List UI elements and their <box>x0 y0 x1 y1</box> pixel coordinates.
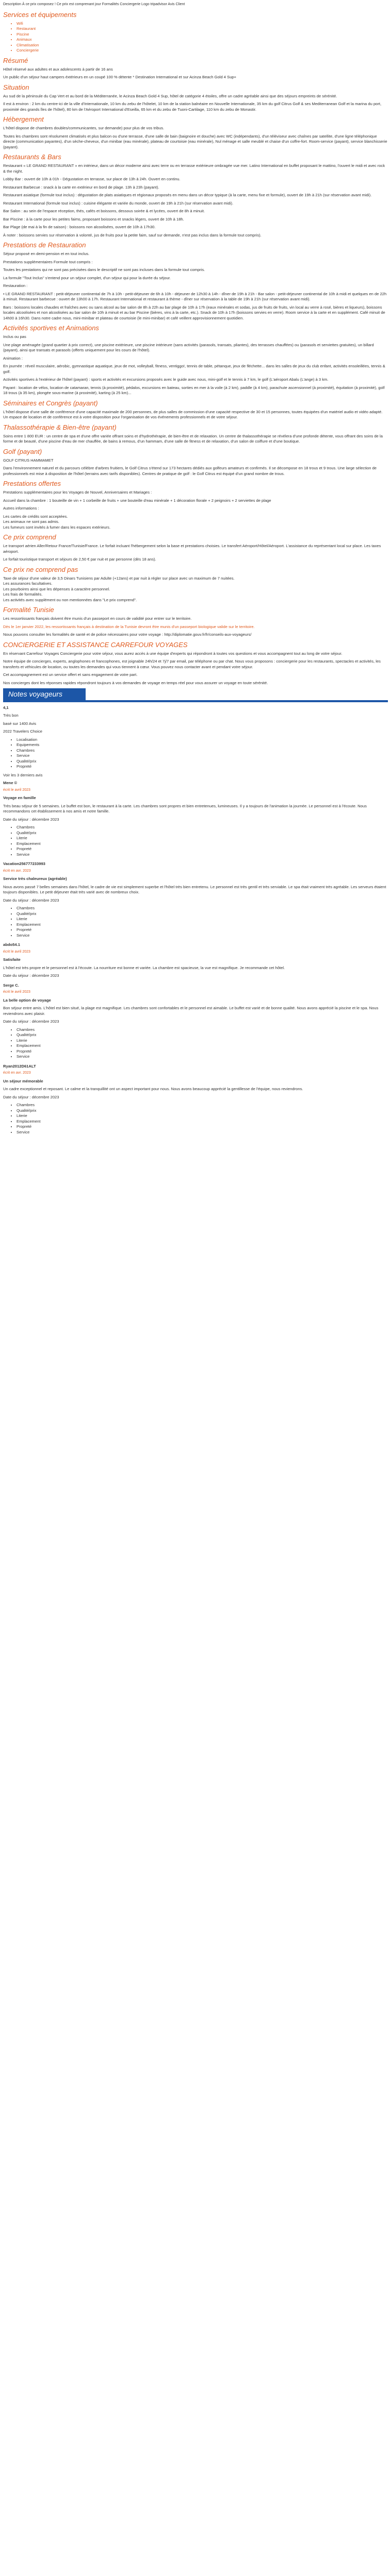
restaurants-p7: Bar Piscine : à la carte pour les petites faims, proposant boissons et snacks légers, ouvert de 10h à 18h. <box>3 216 184 222</box>
restaurants-p4: Restaurant asiatique (formule tout inclus) : dégustation de plats asiatiques et régionaux proposés en menu dans un décor typique (à la carte, menu fixe et formule), ouvert de 19h à 21h (sur réservation avant midi). <box>3 193 372 197</box>
prestations-p2: Accueil dans la chambre : 1 bouteille de vin + 1 corbeille de fruits + une bouteille d'eau minérale + 1 décoration florale + 2 peignoirs + 2 serviettes de plage <box>3 498 271 503</box>
review-card <box>3 942 388 979</box>
activites-p4: Activités sportives à l'extérieur de l'hôtel (payant) : sports et activités et excursions proposés avec le guide avec nous, mini-golf et le tennis à 7 km, le golf (L'aéroport Abalu (L'ange) à 3 km. <box>3 377 329 382</box>
formule-p4: La formule "Tout Inclus" s'entend pour un séjour complet, d'un séjour qui pour la durée du séjour. <box>3 275 171 280</box>
resume-p1: Hôtel réservé aux adultes et aux adolescents à partir de 16 ans <box>3 66 113 72</box>
review-rating-item: • Qualité/prix <box>17 1032 388 1038</box>
review-ratings <box>3 1027 388 1060</box>
review-award: 2022 Travelers Choice <box>3 729 42 734</box>
review-text: L'hôtel est très propre et le personnel est à l'écoute. La nourriture est bonne et variée. La chambre est spacieuse, la vue est magnifique. Je recommande cet hôtel. <box>3 965 285 970</box>
review-status: La belle option de voyage <box>3 997 51 1003</box>
comprend-p1: Le transport aérien Aller/Retour France/Tunisie/France. Le forfait incluant l'hébergement selon la base et prestations choisies. Le transfert Aéroport/Hôtel/Aéroport. L'assistance du représentant local sur place. Les taxes aéroport. <box>3 544 381 554</box>
situation-p2: Il est à environ : 2 km du centre-ici de la ville d'Internationale, 10 km du zebu de l'hôtelet, 10 km de la station balnéaire en Nouvelle Internationale, 35 km du golf Citrus Golf & ses Mediterranean Golf et la marina du port, proximité des grands îles de l'hôtel), 80 km de l'Aéroport International d'Eseilla, 65 km et du zebu de Tuoni-Cartilage, 110 km du zebu de Monastir. <box>3 101 382 112</box>
intro-text: Description À ce prix composez ! Ce prix est comprenant jour Formalités Conciergerie Logo tripadvisor Avis Client <box>3 3 185 6</box>
review-footer: Date du séjour : décembre 2023 <box>3 973 59 978</box>
rating-item: • Qualité/prix <box>17 759 388 765</box>
review-text: Très beau séjour de 5 semaines. Le buffet est bon, le restaurant à la carte. Les chambres sont propres et bien entretenues, lumineuses. Il y a toujours de l'animation la journée. Le personnel est à l'écoute. Nous recommandons cet établissement à nos amis et notre famille. <box>3 803 367 814</box>
review-title: Ryan2012D61ALT <box>3 1063 36 1069</box>
formule-p6: • LE GRAND RESTAURANT : petit-déjeuner continental de 7h à 10h - petit-déjeuner de 6h à 10h - déjeuner de 12h30 à 14h - dîner de 19h à 21h - Bar salon - petit-déjeuner continental de 10h à midi et quelques en de 22h à minuit. Restaurant barbecue : ouvert de 13h00 à 17h. Restaurant International et restaurant à thème - dîner sur réservation à la table de 19h à 21h (sur réservation avant midi). <box>3 291 387 301</box>
review-card <box>3 1064 388 1136</box>
resume-p2: Un public d'un séjour haut campers éxtérieurs en un coupé 100 % détente * Destination International et sur Acinza Beach Gold 4 Sup+ <box>3 75 237 79</box>
seminaires-p1: L'hôtel dispose d'une salle de conférence d'une capacité maximale de 200 personnes, de plus salles de commission d'une capacité respective de 30 et 15 personnes, toutes équipées d'un matériel audio et vidéo adapté. Un espace de location et de conférence est à votre disposition pour l'organisation de vos événements professionnels et de votre séjour. <box>3 409 383 419</box>
section-title-activites: Activités sportives et Animations <box>3 324 99 332</box>
review-status: Voyage en famille <box>3 795 36 800</box>
service-item: • Piscine <box>17 32 388 38</box>
service-item: • Animaux <box>17 37 388 43</box>
golf-sub: GOLF CITRUS HAMMAMET <box>3 457 54 463</box>
summary-ratings <box>3 737 388 770</box>
review-title: Mene © <box>3 781 18 785</box>
review-rating-item: • Literie <box>17 1038 388 1044</box>
review-text: Un cadre exceptionnel et reposant. Le calme et la tranquillité ont un aspect important pour nous. Nous avons beaucoup apprécié la gentillesse de l'équipe, nous reviendrons. <box>3 1087 303 1091</box>
review-title: Vacation256777233993 <box>3 861 45 866</box>
review-score: 4,1 <box>3 705 9 710</box>
review-rating-item: • Propreté <box>17 1049 388 1055</box>
rating-item: • Propreté <box>17 764 388 770</box>
review-meta: écrit le avril 2023 <box>3 990 30 994</box>
review-footer: Date du séjour : décembre 2023 <box>3 897 59 903</box>
review-ratings <box>3 1103 388 1135</box>
prestations-p4: Les cartes de crédits sont acceptées. Les animaux ne sont pas admis. Les fumeurs sont invités à fumer dans les espaces extérieurs. <box>3 514 111 530</box>
comprend-p2: Le forfait touristique transport et séjours de 2,50 € par nuit et par personne (dès 18 ans). <box>3 557 156 562</box>
hebergement-p1: L'hôtel dispose de chambres doubles/communicantes, sur demande) pour plus de vos tribus. <box>3 126 165 130</box>
review-rating-item: • Chambres <box>17 906 388 911</box>
review-count: basé sur 1400 Avis <box>3 721 37 726</box>
section-title-comprend: Ce prix comprend <box>3 533 56 541</box>
review-rating-item: • Chambres <box>17 1103 388 1108</box>
prestations-p1: Prestations supplémentaires pour les Voyages de Nouvel, Anniversaires et Mariages : <box>3 490 152 495</box>
review-rating-item: • Service <box>17 852 388 858</box>
page <box>0 0 391 1135</box>
restaurants-p5: Restaurant International (formule tout inclus) : cuisine élégante et variée du monde, ouvert de 19h à 21h (sur réservation avant midi). <box>3 200 234 206</box>
service-item: • Conciergerie <box>17 48 388 54</box>
section-title-thalasso: Thalassothérapie & Bien-être (payant) <box>3 423 117 431</box>
section-title-seminaires: Séminaires et Congrès (payant) <box>3 399 98 407</box>
review-status: Satisfaite <box>3 957 21 962</box>
review-rating-item: • Chambres <box>17 1027 388 1033</box>
conciergerie-p4: Nos concierges dont les réponses rapides répondront toujours à vos demandes de voyage en temps réel pour vous assurer un voyage en toute sérénité. <box>3 680 268 685</box>
formule-p2: Prestations supplémentaires Formule tout compris : <box>3 259 93 264</box>
review-rating-item: • Propreté <box>17 927 388 933</box>
review-rating-item: • Literie <box>17 836 388 841</box>
review-rating-item: • Propreté <box>17 846 388 852</box>
review-meta: écrit en avr. 2023 <box>3 869 31 873</box>
review-card <box>3 983 388 1060</box>
service-item: • Wifi <box>17 21 388 27</box>
section-title-prestations: Prestations offertes <box>3 480 61 487</box>
activites-p1: Une plage aménagée (grand quartier à prix correct), une piscine extérieure, une piscine intérieure (sans activités (parasols, transats, pliantes), des terrasses chauffées) ou (parasols et serviettes gratuites), un billard (payant), ainsi que transats et parasols (offerts uniquement pour les cours de l'hôtel). <box>3 342 374 352</box>
section-title-situation: Situation <box>3 83 29 91</box>
review-rating-item: • Emplacement <box>17 1119 388 1125</box>
review-rating-item: • Chambres <box>17 825 388 831</box>
conciergerie-p3: Cet accompagnement est un service offert et sans engagement de votre part. <box>3 672 138 677</box>
review-rating-item: • Emplacement <box>17 922 388 928</box>
formalites-p2: Dès le 1er janvier 2022, les ressortissants français à destination de la Tunisie devront être munis d'un passeport biologique valide sur le territoire. <box>3 624 255 629</box>
conciergerie-p1: En réservant Carrefour Voyages Conciergerie pour votre séjour, vous aurez accès à une équipe d'experts qui répondront à toutes vos questions et vous accompagnent tout au long de votre séjour. <box>3 651 343 656</box>
review-text: Bon séjour entre amis. L'hôtel est bien situé, la plage est magnifique. Les chambres sont confortables et le personnel est aimable. Le buffet est varié et de bonne qualité. Nous avons apprécié la piscine et le spa. Nous reviendrons avec plaisir. <box>3 1006 379 1016</box>
service-item: • Climatisation <box>17 43 388 48</box>
formule-p5: Restauration : <box>3 283 28 288</box>
review-meta: écrit le avril 2023 <box>3 788 30 792</box>
prestations-p3: Autres informations : <box>3 506 39 511</box>
thalasso-p1: Soins entre 1 800 EUR : un centre de spa et d'une offre variée offrant soins et d'hydrothérapie, de bien-être et de relaxation. Un centre de thalassothérapie se révélera d'une profonde détente, vous offrant des soins de la forme et de beauté, d'une piscine d'eau de mer chauffée, de bains à remous, d'un hammam, d'une salle de fitness et de relaxation, d'un salon de coiffure et d'une boutique. <box>3 433 383 444</box>
section-title-hebergement: Hébergement <box>3 115 44 123</box>
restaurants-p9: À noter : boissons servies sur réservation à volonté, jus de fruits pour la petite faim, sauf sur demande, n'est pas inclus dans la formule tout compris). <box>3 232 262 238</box>
review-card <box>3 781 388 857</box>
rating-item: • Chambres <box>17 748 388 754</box>
formalites-p3: Nous pouvons consulter les formalités de santé et de police nécessaires pour votre voyage : http://diplomatie.gouv.fr/fr/conseils-aux-voyageurs/ <box>3 632 252 637</box>
activites-p2: Animation : <box>3 355 23 361</box>
rating-item: • Equipements <box>17 742 388 748</box>
restaurants-p6: Bar Salon : au sein de l'espace réception, thés, cafés et boissons, dessous soirée & et lycées, ouvert de 8h à minuit. <box>3 209 205 213</box>
review-rating-item: • Service <box>17 1130 388 1136</box>
review-rating-item: • Service <box>17 1054 388 1060</box>
review-meta: écrit le avril 2023 <box>3 950 30 954</box>
review-card <box>3 861 388 938</box>
restaurants-p8: Bar Plage (de mai à la fin de saison) : boissons non alcoolisées, ouvert de 10h à 17h30. <box>3 225 156 229</box>
review-rating-item: • Propreté <box>17 1124 388 1130</box>
activites-sub: Inclus ou pas <box>3 334 26 339</box>
section-title-resume: Résumé <box>3 56 28 64</box>
review-rating-item: • Service <box>17 933 388 939</box>
formule-p7: Bars : boissons locales chaudes et fraîches avec ou sans alcool au bar salon de 8h à 22h au bar plage de 10h à 17h (eaux minérales et sodas, jus de fruits de fruits, vin local au verre à rosé, bières et liqueurs), boissons locales alcoolisées et non alcoolisées au bar salon de 10h à minuit et au bar Piscine (bières, vins à la carte, etc.). Snack de 10h à 17h (boissons servies en verre). Room service à la carte et en supplément. Café minuit de 14h00 à 16h30. Dans notre cadre nous, mini-minibar et plateau de courtoisie (le mini-minibar) et café veillent approvisionnement quotidien. <box>3 304 385 320</box>
situation-p1: Au sud de la péninsule du Cap Vert et au bord de la Méditerranée, le Acinza Beach Gold 4 Sup, hôtel de catégorie 4 étoiles, offre un cadre agréable ainsi que des séjours empreints de sérénité. <box>3 93 337 98</box>
section-title-formalites: Formalité Tunisie <box>3 606 54 614</box>
formalites-p1: Les ressortissants français doivent être munis d'un passeport en cours de validité pour entrer sur le territoire. <box>3 616 192 621</box>
section-title-golf: Golf (payant) <box>3 447 42 455</box>
review-rating-item: • Qualité/prix <box>17 911 388 917</box>
reviews-header: Notes voyageurs <box>3 688 86 700</box>
review-text: Nous avons passé 7 belles semaines dans l'hôtel, le cadre de vie est simplement superbe et l'hôtel très bien entretenu. Le personnel est très gentil et très serviable. Le spa était vraiment très agréable. Les serveurs étaient toujours disponibles. Le petit déjeuner était très varié avec de nombreux choix. <box>3 884 386 894</box>
formule-p3: Toutes les prestations qui ne sont pas précisées dans le descriptif ne sont pas incluses dans la formule tout compris. <box>3 267 205 272</box>
review-meta: écrit en avr. 2023 <box>3 1071 31 1075</box>
hebergement-p2: Toutes les chambres sont résolument climatisés et plus balcon ou d'une terrasse, d'une salle de bain (baignoire et douche) avec WC (indépendants), d'un téléviseur avec chaînes par satellite, d'une ligne téléphonique directe (communication payantes), d'un sèche-cheveux, d'un minibar (eau minérale), plateau de courtoisie (eau minérale), Nul ménage et salle meublé et chaise d'un coffre-fort. Room-service (payant), service blanchisserie (payant). <box>3 133 387 149</box>
review-rating-item: • Emplacement <box>17 1043 388 1049</box>
activites-p3: En journée : réveil musculaire, aérobic, gymnastique aquatique, jeux de mot, volleyball, fitness, ventiggo!, tennis de table, pétanque, jeux de fléchette... dans les salles de jeux du club enfant, activités ensoleillées, tennis & golf. <box>3 364 385 374</box>
section-title-nonincl: Ce prix ne comprend pas <box>3 565 78 573</box>
review-score-label: Très bon <box>3 713 19 718</box>
reviews-divider <box>3 700 388 702</box>
restaurants-p1: Restaurant « LE GRAND RESTAURANT » en intérieur, dans un décor moderne ainsi avec terre ou en terrasse extérieure ombragée vue mer. Latino International en buffet proposant le mattino, l'ouvert le midi et avec rock & the night. <box>3 163 385 174</box>
restaurants-p2: Lobby Bar : ouvert de 10h à 01h - Dégustation en terrasse, sur place de 13h à 24h. Ouvert en continu. <box>3 177 181 181</box>
nonincl-p1: Taxe de séjour d'une valeur de 3,5 Dinars Tunisiens par Adulte (+12ans) et par nuit à régler sur place avec un maximum de 7 nuitées. Les assurances facultatives. Les pourboires ainsi que les dépenses à caractère personnel. Les frais de formalités. Les activités avec supplément ou non mentionnées dans "Le prix comprend". <box>3 575 235 602</box>
review-summary <box>3 705 388 778</box>
rating-note: Voir les 3 derniers avis <box>3 772 43 777</box>
review-rating-item: • Literie <box>17 917 388 922</box>
review-rating-item: • Emplacement <box>17 841 388 847</box>
review-footer: Date du séjour : décembre 2023 <box>3 1094 59 1099</box>
section-title-conciergerie: CONCIERGERIE ET ASSISTANCE CARREFOUR VOYAGES <box>3 640 188 649</box>
section-title-formule: Prestations de Restauration <box>3 241 86 249</box>
review-ratings <box>3 906 388 938</box>
review-ratings <box>3 825 388 857</box>
review-title: abdo54.1 <box>3 942 20 947</box>
section-title-restaurants: Restaurants & Bars <box>3 153 61 161</box>
golf-p1: Dans l'environnement naturel et du parcours célèbre d'arbres fruitiers, le Golf Citrus s'étend sur 173 hectares dédiés aux golfeurs amateurs et confirmés. Il se décompose en 18 trous et 9 trous. Une large sélection de professionnels est mise à disposition de l'hôtel (terrains avec tarifs disponibles). Centres de pratique de golf : le Golf Citrus est équipé d'un grand nombre de trous. <box>3 466 377 476</box>
review-status: Service très chaleureux (agréable) <box>3 876 67 881</box>
rating-item: • Localisation <box>17 737 388 743</box>
restaurants-p3: Restaurant Barbecue : snack à la carte en extérieur en bord de plage. 13h à 23h (payant). <box>3 184 159 190</box>
review-footer: Date du séjour : décembre 2023 <box>3 1019 59 1024</box>
review-footer: Date du séjour : décembre 2023 <box>3 817 59 822</box>
services-list <box>3 21 388 54</box>
review-status: Un séjour mémorable <box>3 1078 43 1083</box>
formule-p1: Séjour proposé en demi-pension et en tout inclus. <box>3 251 90 256</box>
section-title-services: Services et équipements <box>3 10 77 19</box>
review-title: Serge C. <box>3 982 19 988</box>
review-rating-item: • Qualité/prix <box>17 1108 388 1114</box>
conciergerie-p2: Notre équipe de concierges, experts, anglophones et francophones, est joignable 24h/24 et 7j/7 par email, par téléphone ou par chat. Nous vous proposons : conciergerie pour les restaurants, spectacles et activités, les transferts et véhicules de location, ou toutes les demandes qui vous tiennent à cœur. Vous pouvez nous contacter avant et pendant votre séjour. <box>3 659 381 669</box>
rating-item: • Service <box>17 753 388 759</box>
activites-p5: Payant : location de vélos, location de catamaran, tennis (à proximité), pédalos, excursions en bateau, sorties en mer à la voile (à 2 km), paddle (à 4 km), parachute ascensionnel (à proximité), équitation (à proximité), golf 18 trous (à 35 km), plongée sous-marine (à proximité), karting (à 25 km)... <box>3 385 385 395</box>
review-rating-item: • Qualité/prix <box>17 831 388 836</box>
service-item: • Restaurant <box>17 26 388 32</box>
review-rating-item: • Literie <box>17 1113 388 1119</box>
